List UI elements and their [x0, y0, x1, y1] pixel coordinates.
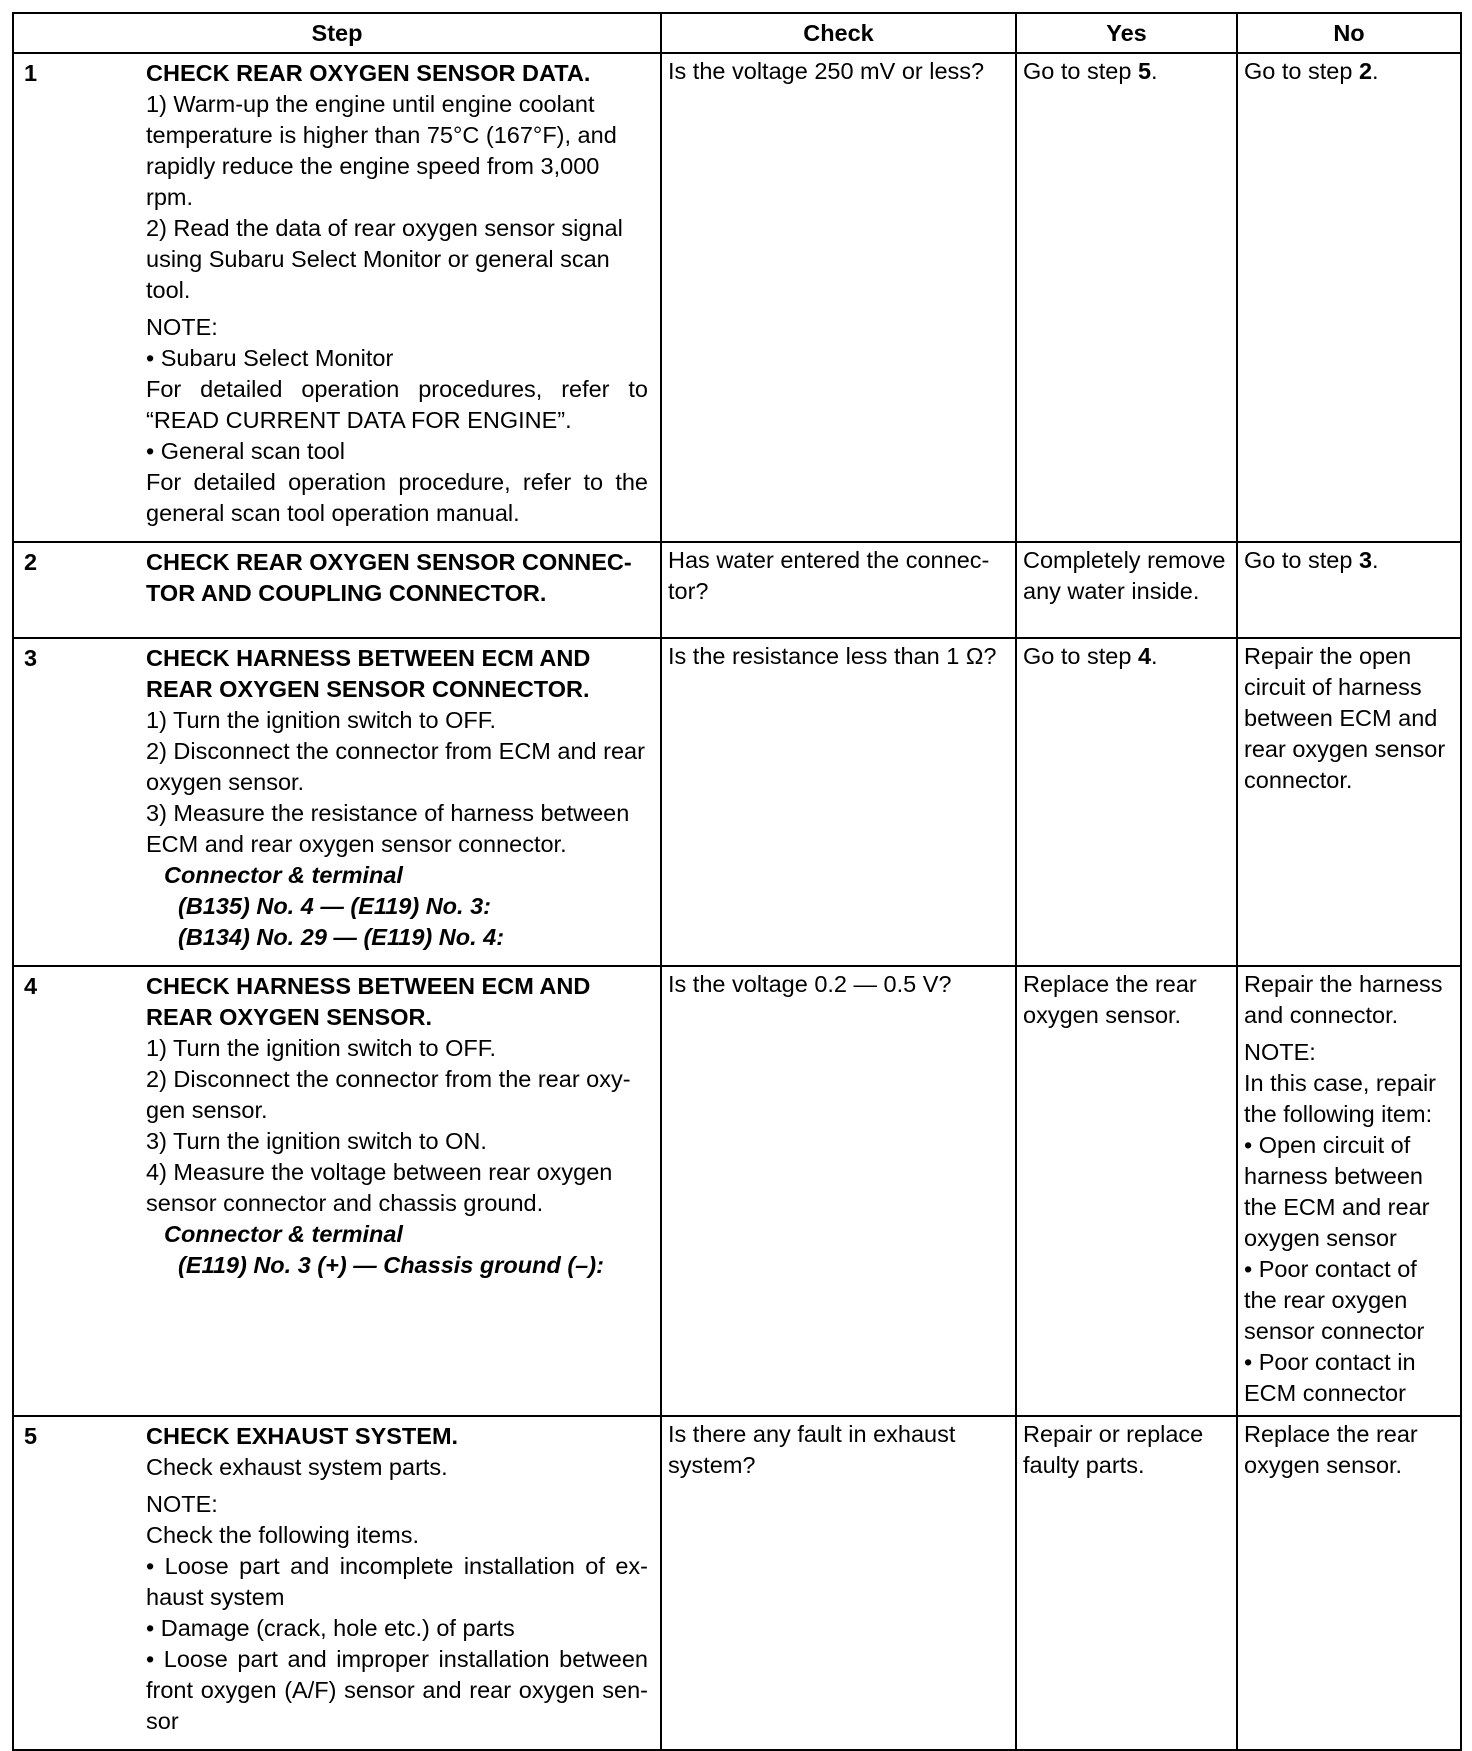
connector-label: Connector & terminal	[164, 862, 403, 888]
step-title: CHECK REAR OXYGEN SENSOR CONNEC-TOR AND COUPLING CONNECTOR.	[146, 549, 632, 606]
step-cell	[13, 1416, 661, 1750]
header-yes: Yes	[1016, 13, 1237, 53]
terminal-spec: (B135) No. 4 — (E119) No. 3:	[178, 893, 491, 919]
step-title: CHECK HARNESS BETWEEN ECM AND REAR OXYGEN SENSOR.	[146, 973, 591, 1030]
step-cell	[13, 638, 661, 966]
yes-text: Go to step	[1023, 58, 1138, 84]
no-cell: Replace the rear oxygen sensor.	[1237, 1416, 1461, 1750]
note-label: NOTE:	[1244, 1039, 1316, 1065]
step-instruction: 1) Warm-up the engine until engine coolant temperature is higher than 75°C (167°F), and rapidly reduce the engine speed from 3,000 rpm.	[146, 91, 617, 210]
no-text: Go to step	[1244, 547, 1359, 573]
step-text	[146, 56, 654, 535]
note-bullet: • Damage (crack, hole etc.) of parts	[146, 1615, 515, 1641]
yes-cell: Completely remove any water inside.	[1016, 542, 1237, 638]
yes-punct: .	[1151, 643, 1158, 669]
yes-cell: Replace the rear oxygen sensor.	[1016, 966, 1237, 1416]
step-instruction: 3) Turn the ignition switch to ON.	[146, 1128, 487, 1154]
yes-step-number: 4	[1137, 643, 1152, 669]
note-bullet: • General scan tool	[146, 438, 345, 464]
step-number: 2	[24, 549, 38, 575]
step-instruction: 1) Turn the ignition switch to OFF.	[146, 1035, 497, 1061]
check-cell: Is the voltage 250 mV or less?	[661, 53, 1016, 542]
note-bullet: • Poor contact of the rear oxygen sensor connector	[1244, 1256, 1425, 1344]
step-instruction: 3) Measure the resistance of harness between ECM and rear oxygen sensor connector.	[146, 800, 630, 857]
note-bullet: • Loose part and improper installation between front oxygen (A/F) sensor and rear oxygen sen-sor	[146, 1646, 648, 1734]
table-row	[13, 542, 1461, 638]
note-label: NOTE:	[146, 1491, 218, 1517]
step-cell	[13, 53, 661, 542]
no-cell: Repair the open circuit of harness between ECM and rear oxygen sensor connector.	[1237, 638, 1461, 966]
yes-step-number: 5	[1137, 58, 1152, 84]
check-cell: Has water entered the connec-tor?	[661, 542, 1016, 638]
diagnostic-table	[12, 12, 1462, 1751]
connector-label: Connector & terminal	[164, 1221, 403, 1247]
step-instruction: 1) Turn the ignition switch to OFF.	[146, 707, 497, 733]
step-instruction: 2) Read the data of rear oxygen sensor signal using Subaru Select Monitor or general scan tool.	[146, 215, 623, 303]
note-label: NOTE:	[146, 314, 218, 340]
yes-cell	[1016, 53, 1237, 542]
step-cell	[13, 966, 661, 1416]
step-text	[146, 545, 654, 615]
no-cell	[1237, 966, 1461, 1416]
terminal-spec: (B134) No. 29 — (E119) No. 4:	[178, 924, 505, 950]
table-row	[13, 1416, 1461, 1750]
header-check: Check	[661, 13, 1016, 53]
note-text: For detailed operation procedure, refer to the general scan tool operation manual.	[146, 469, 648, 526]
terminal-spec: (E119) No. 3 (+) — Chassis ground (–):	[178, 1252, 604, 1278]
yes-cell: Repair or replace faulty parts.	[1016, 1416, 1237, 1750]
no-step-number: 2	[1358, 58, 1373, 84]
step-number: 4	[24, 973, 38, 999]
no-punct: .	[1372, 58, 1379, 84]
yes-text: Go to step	[1023, 643, 1138, 669]
table-row	[13, 53, 1461, 542]
step-cell	[13, 542, 661, 638]
step-text	[146, 969, 654, 1287]
note-bullet: • Loose part and incomplete installation of ex-haust system	[146, 1553, 648, 1610]
note-bullet: • Open circuit of harness between the ECM and rear oxygen sensor	[1244, 1132, 1430, 1251]
header-step: Step	[13, 13, 661, 53]
no-punct: .	[1372, 547, 1379, 573]
step-text	[146, 1419, 654, 1743]
table-row	[13, 966, 1461, 1416]
step-instruction: Check exhaust system parts.	[146, 1454, 448, 1480]
check-cell: Is there any fault in exhaust system?	[661, 1416, 1016, 1750]
step-number: 3	[24, 645, 38, 671]
step-text	[146, 641, 654, 959]
header-row	[13, 13, 1461, 53]
step-title: CHECK EXHAUST SYSTEM.	[146, 1423, 459, 1449]
no-cell	[1237, 542, 1461, 638]
yes-punct: .	[1151, 58, 1158, 84]
yes-cell	[1016, 638, 1237, 966]
step-title: CHECK REAR OXYGEN SENSOR DATA.	[146, 60, 591, 86]
header-no: No	[1237, 13, 1461, 53]
note-text: For detailed operation procedures, refer to “READ CURRENT DATA FOR ENGINE”.	[146, 376, 648, 433]
table-row	[13, 638, 1461, 966]
no-step-number: 3	[1358, 547, 1373, 573]
check-cell: Is the resistance less than 1 Ω?	[661, 638, 1016, 966]
step-number: 5	[24, 1423, 38, 1449]
step-number: 1	[24, 60, 38, 86]
no-text: Repair the harness and connector.	[1244, 971, 1443, 1028]
note-bullet: • Subaru Select Monitor	[146, 345, 394, 371]
step-instruction: 4) Measure the voltage between rear oxygen sensor connector and chassis ground.	[146, 1159, 613, 1216]
step-title: CHECK HARNESS BETWEEN ECM AND REAR OXYGEN SENSOR CONNECTOR.	[146, 645, 591, 702]
step-instruction: 2) Disconnect the connector from the rear oxy-gen sensor.	[146, 1066, 631, 1123]
no-text: Go to step	[1244, 58, 1359, 84]
note-text: Check the following items.	[146, 1522, 419, 1548]
check-cell: Is the voltage 0.2 — 0.5 V?	[661, 966, 1016, 1416]
note-bullet: • Poor contact in ECM connector	[1244, 1349, 1416, 1406]
step-instruction: 2) Disconnect the connector from ECM and rear oxygen sensor.	[146, 738, 645, 795]
no-cell	[1237, 53, 1461, 542]
note-text: In this case, repair the following item:	[1244, 1070, 1437, 1127]
